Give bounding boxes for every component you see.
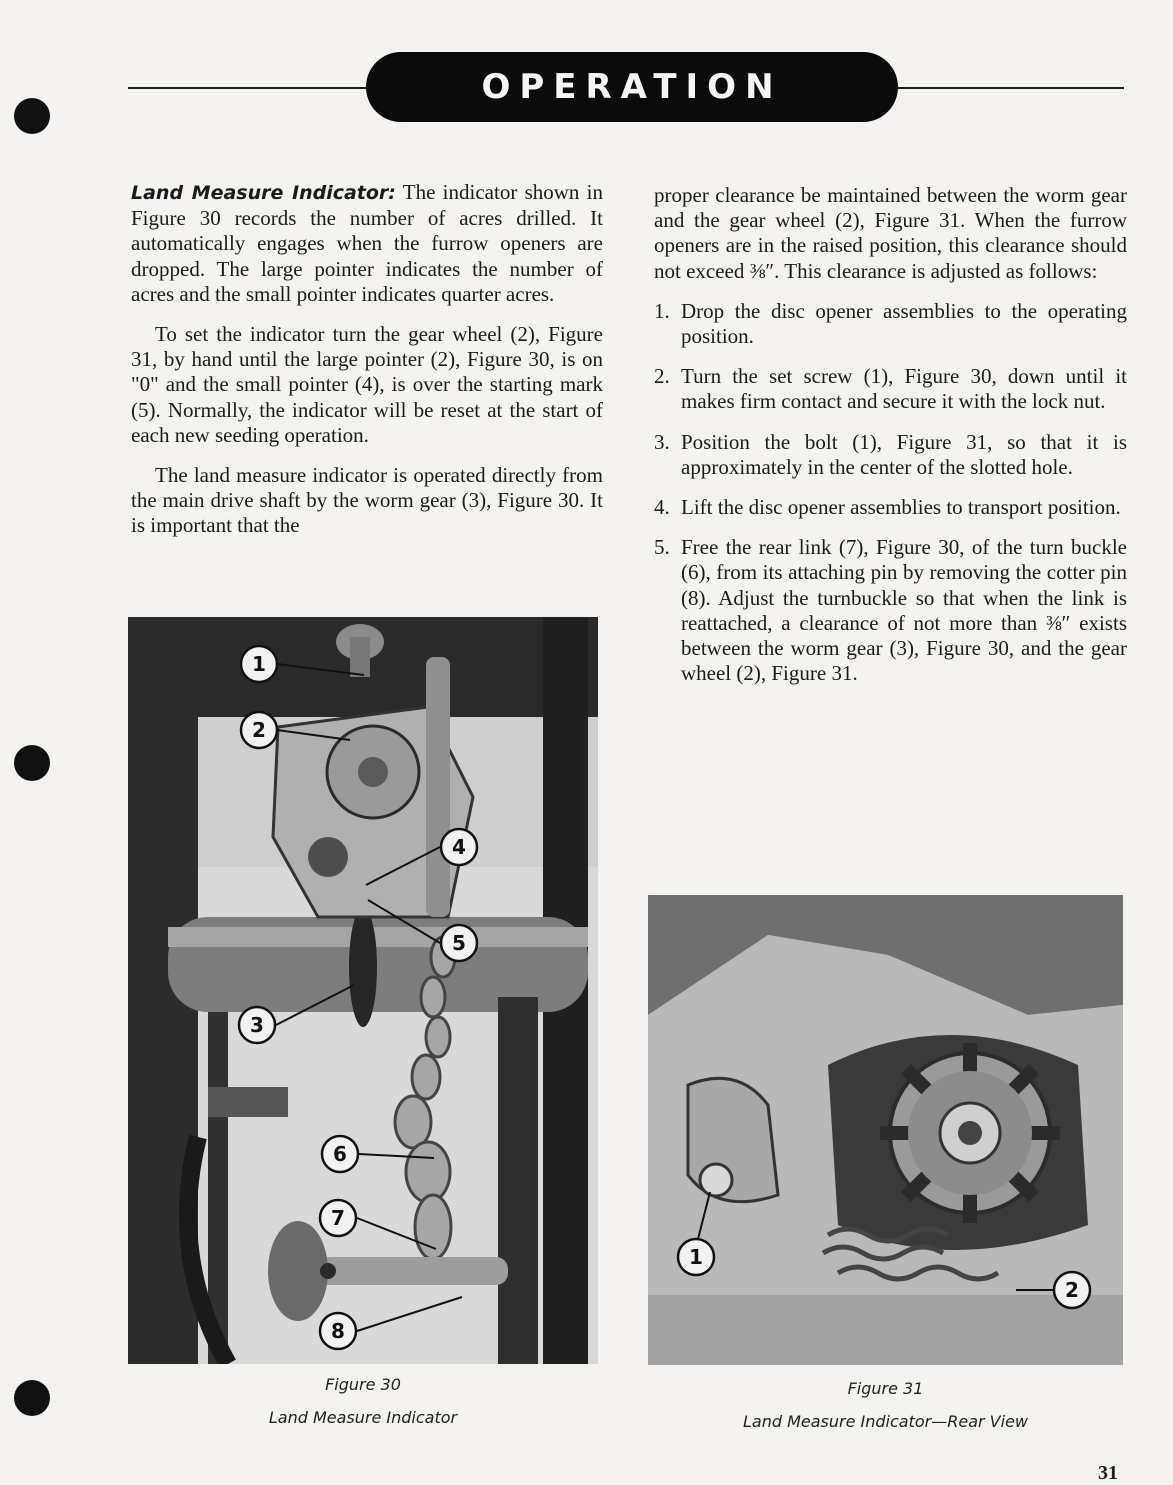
step-text: Free the rear link (7), Figure 30, of the turn buckle (6), from its attaching pin by removing the cotter pin (8). Adjust the turnbuckle so that when the link is reattached, a clearance of not more than ⅜″ exists between the worm gear (3), Figure 30, and the gear wheel (2), Figure 31. (681, 535, 1127, 686)
figure-30-callout-label: 7 (331, 1206, 345, 1230)
figure-30-caption: Land Measure Indicator (268, 1408, 458, 1427)
step-item (654, 535, 1127, 686)
run-in-heading: Land Measure Indicator: (131, 182, 396, 204)
binder-hole-middle (14, 745, 50, 781)
figure-31-callout-label: 2 (1065, 1278, 1079, 1302)
figure-30-callout-label: 2 (252, 718, 266, 742)
step-item (654, 299, 1127, 349)
binder-hole-top (14, 98, 50, 134)
step-number: 3. (654, 429, 670, 454)
paragraph-operation: The land measure indicator is operated directly from the main drive shaft by the worm gear (3), Figure 30. It is important that the (131, 463, 603, 538)
figure-30-callout-label: 6 (333, 1142, 347, 1166)
step-number: 5. (654, 535, 670, 560)
step-text: Drop the disc opener assemblies to the operating position. (681, 298, 1127, 349)
step-item (654, 430, 1127, 480)
binder-hole-bottom (14, 1380, 50, 1416)
figure-31-photo (648, 895, 1123, 1365)
paragraph-land-measure-indicator (131, 180, 603, 307)
step-text: Turn the set screw (1), Figure 30, down until it makes firm contact and secure it with the lock nut. (681, 364, 1127, 414)
step-number: 4. (654, 495, 670, 520)
step-number: 1. (654, 298, 670, 323)
right-column (654, 183, 1127, 701)
section-banner: OPERATION (366, 52, 898, 122)
page-number: 31 (1098, 1462, 1118, 1484)
figure-31-caption: Land Measure Indicator—Rear View (743, 1412, 1028, 1431)
paragraph-set-indicator: To set the indicator turn the gear wheel (2), Figure 31, by hand until the large pointer (2), Figure 30, is on "0" and the small pointer (4), is over the starting mark (5). Normally, the indicator will be reset at the start of each new seeding operation. (131, 322, 603, 447)
figure-30-callouts (128, 617, 598, 1364)
figure-30-callout-label: 8 (331, 1319, 345, 1343)
figure-30-number: Figure 30 (325, 1375, 401, 1394)
figure-30-callout-label: 3 (250, 1013, 264, 1037)
step-item (654, 364, 1127, 414)
header-rule-right (890, 87, 1124, 89)
paragraph-text: The indicator shown in Figure 30 records the number of acres drilled. It automatically engages when the furrow openers are dropped. The large pointer indicates the number of acres and the small pointer indicates quarter acres. (131, 180, 603, 306)
header-rule-left (128, 87, 378, 89)
figure-31-callouts (648, 895, 1123, 1365)
left-column (131, 180, 603, 554)
step-number: 2. (654, 364, 670, 389)
step-text: Lift the disc opener assemblies to transport position. (681, 495, 1121, 520)
figure-31-callout-label: 1 (689, 1245, 703, 1269)
step-item (654, 495, 1127, 520)
adjustment-steps (654, 299, 1127, 687)
figure-30-photo (128, 617, 598, 1364)
figure-30-callout-label: 5 (452, 931, 466, 955)
figure-30-callout-label: 1 (252, 652, 266, 676)
figure-31-number: Figure 31 (847, 1379, 924, 1398)
figure-30-callout-label: 4 (452, 835, 466, 859)
paragraph-clearance-intro: proper clearance be maintained between the worm gear and the gear wheel (2), Figure 31. When the furrow openers are in the raised position, this clearance should not exceed ⅜″. This clearance is adjusted as follows: (654, 183, 1127, 283)
step-text: Position the bolt (1), Figure 31, so that it is approximately in the center of the slotted hole. (681, 429, 1127, 479)
